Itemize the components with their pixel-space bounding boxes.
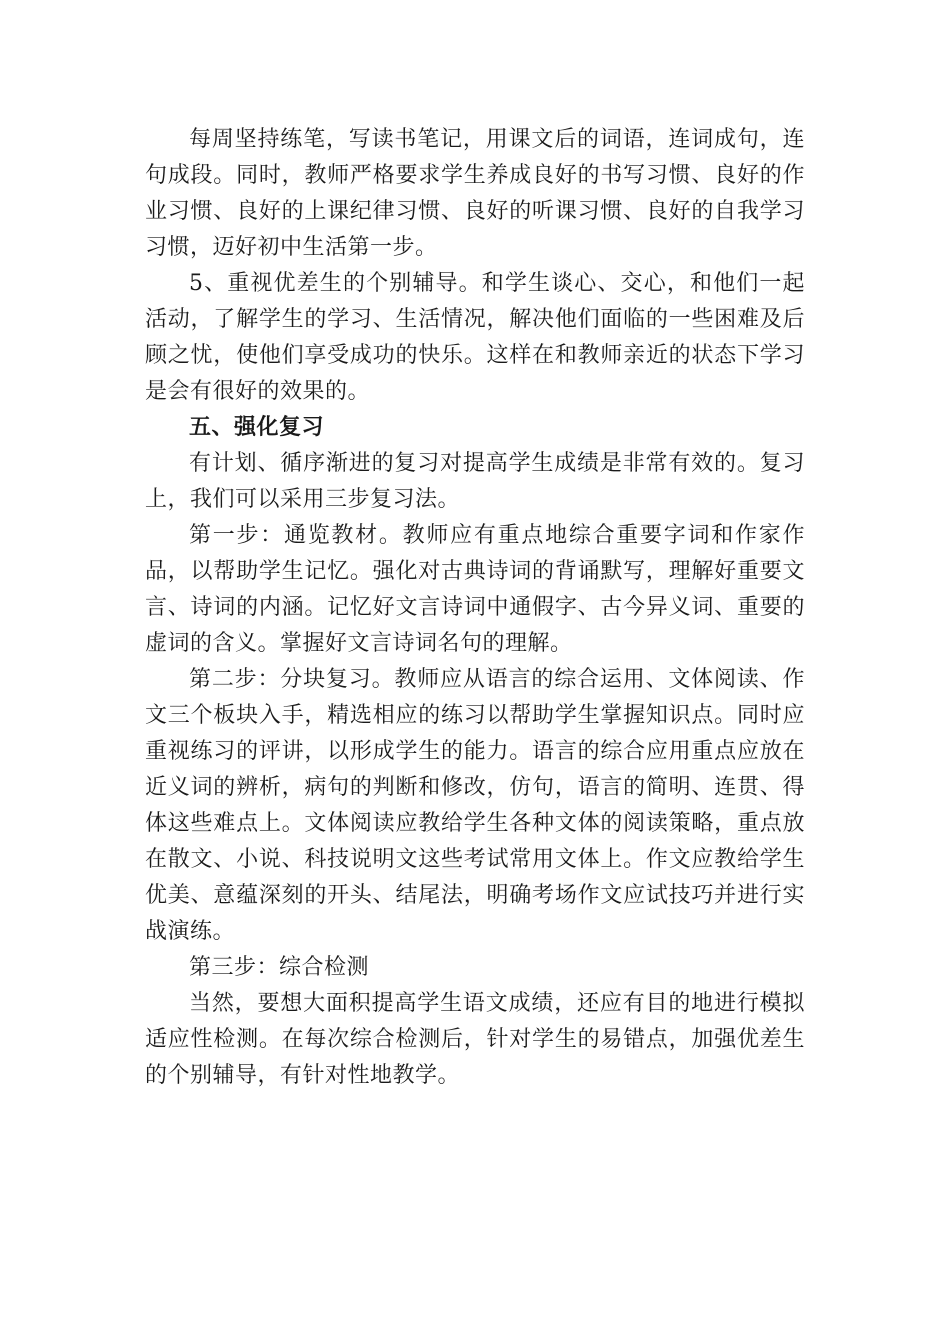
document-body (145, 122, 805, 1094)
paragraph-review-intro: 有计划、循序渐进的复习对提高学生成绩是非常有效的。复习上，我们可以采用三步复习法。 (145, 451, 805, 512)
paragraph-writing-habits: 每周坚持练笔，写读书笔记，用课文后的词语，连词成句，连句成段。同时，教师严格要求学生养成良好的书写习惯、良好的作业习惯、良好的上课纪律习惯、良好的听课习惯、良好的自我学习习惯，迈好初中生活第一步。 (145, 127, 805, 260)
paragraph-step-two: 第二步：分块复习。教师应从语言的综合运用、文体阅读、作文三个板块入手，精选相应的练习以帮助学生掌握知识点。同时应重视练习的评讲，以形成学生的能力。语言的综合应用重点应放在近义词的辨析，病句的判断和修改，仿句，语言的简明、连贯、得体这些难点上。文体阅读应教给学生各种文体的阅读策略，重点放在散文、小说、科技说明文这些考试常用文体上。作文应教给学生优美、意蕴深刻的开头、结尾法，明确考场作文应试技巧并进行实战演练。 (145, 667, 805, 944)
paragraph-individual-tutoring: 5、重视优差生的个别辅导。和学生谈心、交心，和他们一起活动，了解学生的学习、生活情况，解决他们面临的一些困难及后顾之忧，使他们享受成功的快乐。这样在和教师亲近的状态下学习是会有很好的效果的。 (145, 271, 805, 404)
paragraph-step-three: 第三步：综合检测 (189, 955, 370, 980)
paragraph-conclusion: 当然，要想大面积提高学生语文成绩，还应有目的地进行模拟适应性检测。在每次综合检测后，针对学生的易错点，加强优差生的个别辅导，有针对性地教学。 (145, 991, 805, 1088)
paragraph-step-one: 第一步：通览教材。教师应有重点地综合重要字词和作家作品，以帮助学生记忆。强化对古典诗词的背诵默写，理解好重要文言、诗词的内涵。记忆好文言诗词中通假字、古今异义词、重要的虚词的含义。掌握好文言诗词名句的理解。 (145, 523, 805, 656)
section-heading-review: 五、强化复习 (189, 415, 325, 440)
